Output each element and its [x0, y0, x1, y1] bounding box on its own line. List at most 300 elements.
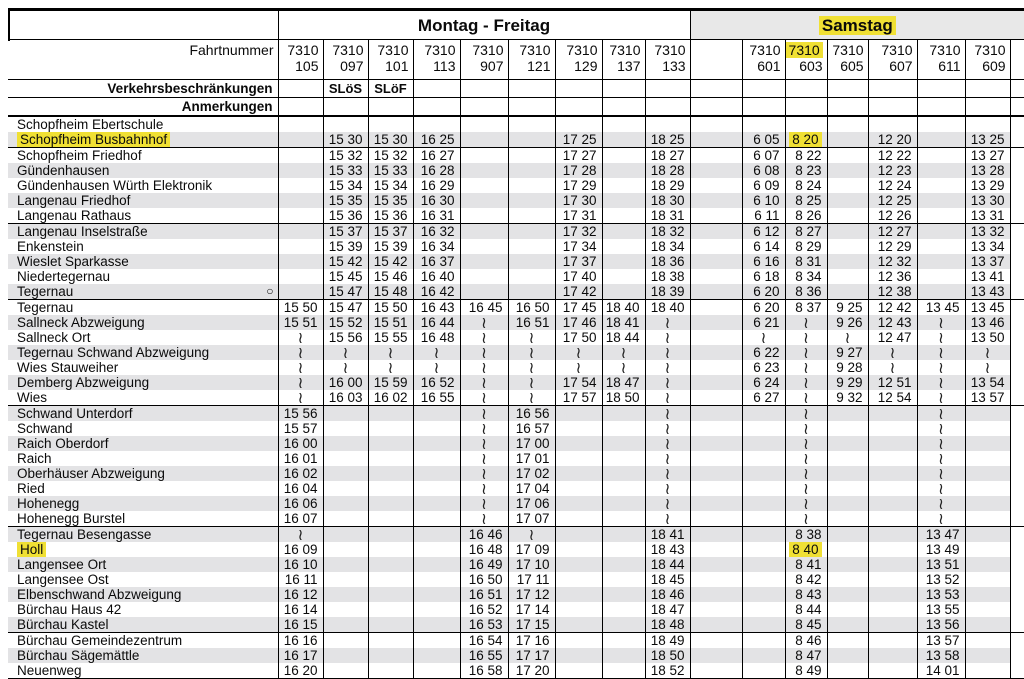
skip-marker-cell: ≀ [460, 330, 508, 345]
skip-marker-cell: ≀ [413, 345, 460, 360]
skip-marker-cell: ≀ [917, 511, 965, 527]
station-name: Bürchau Sägemättle [17, 648, 140, 663]
time-cell: 18 50 [602, 390, 645, 406]
time-cell [323, 557, 368, 572]
trailing-cell [1010, 511, 1024, 527]
time-cell [917, 178, 965, 193]
restriction-cell [460, 80, 508, 98]
time-cell [827, 466, 868, 481]
trailing-cell [1010, 572, 1024, 587]
time-cell: 16 50 [508, 300, 555, 316]
station-name: Wies [17, 390, 47, 405]
time-cell [602, 527, 645, 543]
route-prefix-text: 7310 [287, 42, 319, 58]
time-cell: 16 52 [460, 602, 508, 617]
station-cell [8, 375, 278, 390]
time-cell: 17 16 [508, 633, 555, 649]
skip-marker-cell: ≀ [917, 406, 965, 422]
time-cell [413, 602, 460, 617]
time-cell [827, 224, 868, 240]
trailing-cell [1010, 406, 1024, 422]
time-cell [690, 208, 742, 224]
time-cell: 17 31 [555, 208, 602, 224]
time-cell [508, 254, 555, 269]
time-cell [827, 648, 868, 663]
time-cell: 6 27 [742, 390, 785, 406]
time-cell [965, 633, 1010, 649]
skip-marker-cell: ≀ [460, 466, 508, 481]
time-cell: 18 47 [645, 602, 690, 617]
time-cell [460, 269, 508, 284]
station-name: Gündenhausen [17, 163, 110, 178]
time-cell: 6 09 [742, 178, 785, 193]
station-name: Wieslet Sparkasse [17, 254, 129, 269]
time-cell: 6 12 [742, 224, 785, 240]
station-cell [8, 193, 278, 208]
stop-symbol: ○ [266, 284, 274, 298]
time-cell [278, 208, 323, 224]
time-cell [602, 587, 645, 602]
time-cell [690, 451, 742, 466]
table-row [8, 421, 1024, 436]
time-cell: 17 30 [555, 193, 602, 208]
skip-marker-cell: ≀ [460, 360, 508, 375]
route-prefix [646, 42, 686, 58]
time-cell: 16 48 [413, 330, 460, 345]
time-cell [602, 511, 645, 527]
time-cell: 15 36 [368, 208, 413, 224]
time-cell: 8 24 [785, 178, 827, 193]
time-cell [690, 602, 742, 617]
skip-marker-cell: ≀ [323, 360, 368, 375]
time-cell [323, 542, 368, 557]
time-cell: 18 34 [645, 239, 690, 254]
time-cell [368, 572, 413, 587]
route-prefix-text: 7310 [974, 42, 1006, 58]
time-cell: 13 57 [917, 633, 965, 649]
time-cell [827, 406, 868, 422]
time-cell [323, 436, 368, 451]
time-cell [368, 451, 413, 466]
time-cell: 15 55 [368, 330, 413, 345]
trip-number: 129 [574, 58, 598, 74]
skip-marker-cell: ≀ [917, 496, 965, 511]
time-cell [508, 224, 555, 240]
time-cell [690, 269, 742, 284]
time-cell [917, 148, 965, 164]
time-cell: 18 29 [645, 178, 690, 193]
table-row [8, 602, 1024, 617]
time-cell [827, 436, 868, 451]
trip-number: 137 [617, 58, 641, 74]
time-cell [602, 163, 645, 178]
skip-marker-cell: ≀ [323, 345, 368, 360]
time-cell: 15 32 [368, 148, 413, 164]
skip-marker-cell: ≀ [645, 481, 690, 496]
time-cell [602, 572, 645, 587]
skip-marker-cell: ≀ [460, 390, 508, 406]
time-cell: 16 50 [460, 572, 508, 587]
time-cell: 18 30 [645, 193, 690, 208]
time-cell [827, 451, 868, 466]
skip-marker-cell: ≀ [645, 345, 690, 360]
table-row [8, 193, 1024, 208]
time-cell [413, 406, 460, 422]
time-cell [508, 132, 555, 148]
time-cell [917, 224, 965, 240]
restriction-cell [868, 80, 917, 98]
table-row [8, 148, 1024, 164]
time-cell: 13 43 [965, 284, 1010, 300]
time-cell [690, 193, 742, 208]
skip-marker-cell: ≀ [785, 315, 827, 330]
skip-marker-cell: ≀ [917, 436, 965, 451]
time-cell: 13 50 [965, 330, 1010, 345]
time-cell [827, 572, 868, 587]
skip-marker-cell: ≀ [645, 360, 690, 375]
time-cell [602, 406, 645, 422]
time-cell [868, 421, 917, 436]
time-cell [368, 602, 413, 617]
time-cell [555, 633, 602, 649]
time-cell [602, 542, 645, 557]
time-cell: 15 32 [323, 148, 368, 164]
time-cell [413, 451, 460, 466]
skip-marker-cell: ≀ [785, 360, 827, 375]
time-cell: 16 56 [508, 406, 555, 422]
time-cell: 13 52 [917, 572, 965, 587]
time-cell [602, 648, 645, 663]
skip-marker-cell: ≀ [460, 451, 508, 466]
time-cell [868, 511, 917, 527]
trip-number: 097 [340, 58, 364, 74]
time-cell: 17 42 [555, 284, 602, 300]
time-cell: 6 20 [742, 300, 785, 316]
trip-number: 133 [662, 58, 686, 74]
skip-marker-cell: ≀ [508, 345, 555, 360]
time-cell: 15 59 [368, 375, 413, 390]
route-prefix [828, 42, 864, 58]
time-cell [827, 527, 868, 543]
time-cell [460, 132, 508, 148]
restriction-cell [508, 80, 555, 98]
time-cell: 16 43 [413, 300, 460, 316]
time-cell [965, 648, 1010, 663]
time-cell: 16 52 [413, 375, 460, 390]
station-cell [8, 284, 278, 300]
time-cell [278, 254, 323, 269]
station-name: Holl [17, 542, 46, 557]
note-cell [965, 98, 1010, 117]
saturday-header [690, 11, 1024, 40]
weekday-label: Montag - Freitag [417, 15, 551, 35]
time-cell: 15 47 [323, 300, 368, 316]
time-cell: 15 33 [323, 163, 368, 178]
time-cell: 8 43 [785, 587, 827, 602]
table-row [8, 269, 1024, 284]
trip-number: 605 [840, 58, 864, 74]
time-cell: 13 32 [965, 224, 1010, 240]
time-cell [827, 208, 868, 224]
time-cell [827, 116, 868, 132]
station-cell [8, 572, 278, 587]
note-cell [323, 98, 368, 117]
time-cell: 8 25 [785, 193, 827, 208]
time-cell: 16 00 [278, 436, 323, 451]
time-cell [508, 239, 555, 254]
time-cell: 18 41 [645, 527, 690, 543]
trailing-cell [1010, 421, 1024, 436]
skip-marker-cell: ≀ [868, 345, 917, 360]
time-cell: 17 01 [508, 451, 555, 466]
time-cell: 17 00 [508, 436, 555, 451]
station-cell [8, 208, 278, 224]
time-cell [868, 481, 917, 496]
route-prefix-text: 7310 [566, 42, 598, 58]
time-cell: 16 53 [460, 617, 508, 633]
skip-marker-cell: ≀ [917, 390, 965, 406]
skip-marker-cell: ≀ [917, 345, 965, 360]
time-cell: 16 10 [278, 557, 323, 572]
time-cell [278, 269, 323, 284]
time-cell: 17 14 [508, 602, 555, 617]
skip-marker-cell: ≀ [278, 345, 323, 360]
route-prefix [918, 42, 961, 58]
time-cell: 13 30 [965, 193, 1010, 208]
skip-marker-cell: ≀ [460, 421, 508, 436]
skip-marker-cell: ≀ [785, 436, 827, 451]
station-name: Langenau Friedhof [17, 193, 131, 208]
route-prefix-text: 7310 [749, 42, 781, 58]
trailing-cell [1010, 587, 1024, 602]
skip-marker-cell: ≀ [785, 451, 827, 466]
skip-marker-cell: ≀ [460, 315, 508, 330]
station-cell [8, 224, 278, 240]
time-cell: 16 49 [460, 557, 508, 572]
time-cell [602, 481, 645, 496]
time-cell [690, 375, 742, 390]
station-cell [8, 390, 278, 406]
time-cell [508, 208, 555, 224]
time-cell: 16 07 [278, 511, 323, 527]
station-cell [8, 269, 278, 284]
trailing-cell [1010, 208, 1024, 224]
station-cell [8, 542, 278, 557]
time-cell [368, 466, 413, 481]
time-cell: 12 27 [868, 224, 917, 240]
restriction-cell [965, 80, 1010, 98]
trip-number: 101 [385, 58, 409, 74]
time-cell [555, 587, 602, 602]
trailing-cell [1010, 224, 1024, 240]
station-name: Tegernau [17, 284, 74, 299]
time-cell: 15 35 [323, 193, 368, 208]
station-name: Raich Oberdorf [17, 436, 109, 451]
time-cell: 18 25 [645, 132, 690, 148]
skip-marker-cell: ≀ [645, 330, 690, 345]
time-cell [460, 208, 508, 224]
station-cell [8, 116, 278, 132]
time-cell: 18 47 [602, 375, 645, 390]
skip-marker-cell: ≀ [785, 406, 827, 422]
time-cell [645, 116, 690, 132]
skip-marker-cell: ≀ [785, 496, 827, 511]
time-cell [917, 116, 965, 132]
corner-cell [8, 11, 278, 40]
station-cell [8, 300, 278, 316]
time-cell: 17 12 [508, 587, 555, 602]
time-cell: 6 22 [742, 345, 785, 360]
time-cell: 9 27 [827, 345, 868, 360]
note-cell [785, 98, 827, 117]
time-cell [690, 587, 742, 602]
restriction-cell [785, 80, 827, 98]
time-cell [413, 572, 460, 587]
station-cell [8, 617, 278, 633]
time-cell: 6 08 [742, 163, 785, 178]
time-cell [690, 390, 742, 406]
time-cell [690, 330, 742, 345]
time-cell [690, 557, 742, 572]
trip-number: 121 [527, 58, 551, 74]
station-cell [8, 481, 278, 496]
time-cell: 12 38 [868, 284, 917, 300]
time-cell: 16 34 [413, 239, 460, 254]
time-cell [965, 527, 1010, 543]
time-cell: 12 47 [868, 330, 917, 345]
skip-marker-cell: ≀ [917, 360, 965, 375]
time-cell [690, 163, 742, 178]
station-name: Wies Stauweiher [17, 360, 119, 375]
time-cell: 17 20 [508, 663, 555, 679]
time-cell [368, 617, 413, 633]
time-cell: 8 23 [785, 163, 827, 178]
time-cell [965, 466, 1010, 481]
time-cell [555, 617, 602, 633]
skip-marker-cell: ≀ [917, 421, 965, 436]
time-cell [827, 284, 868, 300]
station-name: Demberg Abzweigung [17, 375, 150, 390]
time-cell: 8 29 [785, 239, 827, 254]
route-prefix-text: 7310 [786, 42, 823, 58]
note-cell [413, 98, 460, 117]
trip-number: 105 [295, 58, 319, 74]
time-cell [742, 481, 785, 496]
time-cell: 8 45 [785, 617, 827, 633]
time-cell: 16 09 [278, 542, 323, 557]
time-cell [323, 572, 368, 587]
time-cell [690, 466, 742, 481]
time-cell: 15 37 [368, 224, 413, 240]
trailing-cell [1010, 132, 1024, 148]
station-name: Schopfheim Friedhof [17, 148, 142, 163]
time-cell: 15 33 [368, 163, 413, 178]
trip-number-cell [645, 40, 690, 80]
time-cell [690, 633, 742, 649]
trailing-cell [1010, 300, 1024, 316]
trailing-cell [1010, 80, 1024, 98]
table-row [8, 224, 1024, 240]
route-prefix [786, 42, 823, 58]
time-cell: 15 50 [278, 300, 323, 316]
time-cell [742, 116, 785, 132]
table-row [8, 284, 1024, 300]
time-cell [323, 633, 368, 649]
time-cell: 17 07 [508, 511, 555, 527]
time-cell [602, 421, 645, 436]
time-cell [742, 617, 785, 633]
skip-marker-cell: ≀ [555, 345, 602, 360]
route-prefix [556, 42, 598, 58]
time-cell: 8 46 [785, 633, 827, 649]
time-cell [508, 163, 555, 178]
time-cell [917, 269, 965, 284]
trip-number-cell [965, 40, 1010, 80]
station-name: Neuenweg [17, 663, 82, 678]
skip-marker-cell: ≀ [645, 375, 690, 390]
time-highlight: 8 20 [789, 132, 821, 147]
note-cell [368, 98, 413, 117]
skip-marker-cell: ≀ [645, 390, 690, 406]
time-cell [323, 481, 368, 496]
time-cell: 13 45 [965, 300, 1010, 316]
note-cell [555, 98, 602, 117]
time-cell [508, 148, 555, 164]
time-cell [690, 542, 742, 557]
time-cell: 16 42 [413, 284, 460, 300]
time-cell [690, 300, 742, 316]
time-cell [965, 587, 1010, 602]
time-cell [742, 648, 785, 663]
time-cell: 8 49 [785, 663, 827, 679]
table-row [8, 557, 1024, 572]
time-cell [785, 132, 827, 148]
time-cell [555, 542, 602, 557]
trailing-cell [1010, 617, 1024, 633]
note-cell [602, 98, 645, 117]
time-cell: 16 12 [278, 587, 323, 602]
trailing-cell [1010, 40, 1024, 80]
station-name: Niedertegernau [17, 269, 111, 284]
time-cell: 16 31 [413, 208, 460, 224]
time-cell [368, 421, 413, 436]
time-cell [827, 557, 868, 572]
station-name: Tegernau [17, 300, 74, 315]
time-cell: 15 51 [368, 315, 413, 330]
table-row [8, 375, 1024, 390]
time-cell: 14 01 [917, 663, 965, 679]
time-cell: 15 45 [323, 269, 368, 284]
time-cell [827, 132, 868, 148]
time-cell [868, 648, 917, 663]
time-cell: 18 49 [645, 633, 690, 649]
time-cell [460, 178, 508, 193]
station-name: Schopfheim Ebertschule [17, 117, 164, 132]
time-cell [690, 406, 742, 422]
trip-number-cell [742, 40, 785, 80]
time-cell [602, 557, 645, 572]
skip-marker-cell: ≀ [602, 360, 645, 375]
station-cell [8, 587, 278, 602]
time-cell: 16 03 [323, 390, 368, 406]
station-cell [8, 466, 278, 481]
station-name: Elbenschwand Abzweigung [17, 587, 182, 602]
time-cell [690, 254, 742, 269]
time-cell [508, 193, 555, 208]
time-cell: 8 31 [785, 254, 827, 269]
skip-marker-cell: ≀ [868, 360, 917, 375]
time-cell [278, 132, 323, 148]
